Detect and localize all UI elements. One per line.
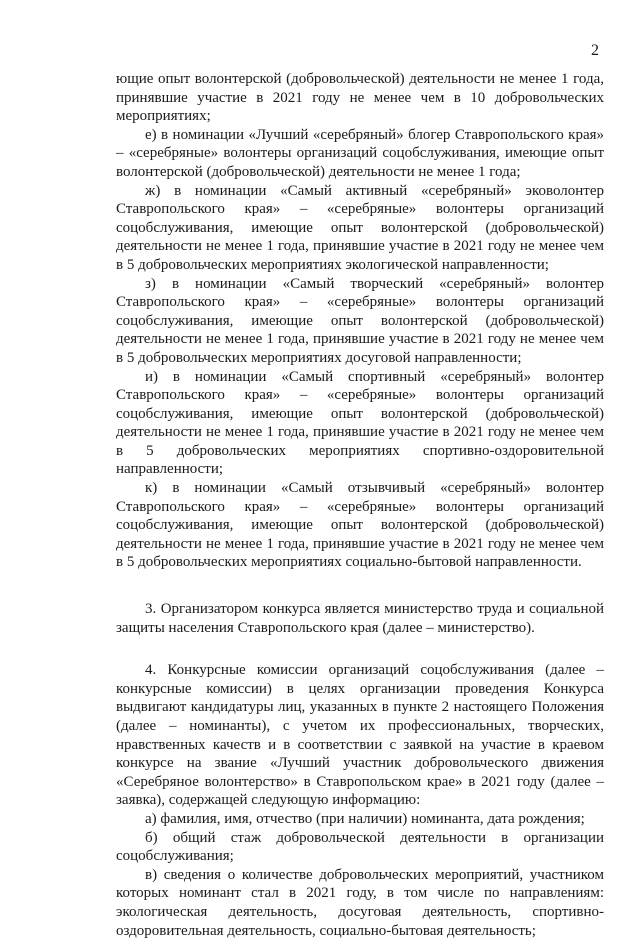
paragraph-item-b: б) общий стаж добровольческой деятельности в организации соцобслуживания; [116, 829, 604, 865]
paragraph-section-3: 3. Организатором конкурса является министерство труда и социальной защиты населения Ставропольского края (далее – министерство). [116, 601, 604, 636]
paragraph-item-z: з) в номинации «Самый творческий «серебряный» волонтер Ставропольского края» – «серебряные» волонтеры организаций соцобслуживания, имеющие опыт волонтерской (добровольческой) деятельности не менее 1 года, принявшие участие в 2021 году не менее чем в 5 добровольческих мероприятиях досуговой направленности; [116, 275, 604, 366]
paragraph-item-e: е) в номинации «Лучший «серебряный» блогер Ставропольского края» – «серебряные» волонтеры организаций соцобслуживания, имеющие опыт волонтерской (добровольческой) деятельности не менее 1 года; [116, 126, 604, 180]
paragraph-item-v: в) сведения о количестве добровольческих мероприятий, участником которых номинант стал в 2021 году, в том числе по направлениям: экологическая деятельность, досуговая деятельность, спортивно-оздоровительная деятельность, социально-бытовая деятельность; [116, 866, 604, 939]
paragraph-item-i: и) в номинации «Самый спортивный «серебряный» волонтер Ставропольского края» – «серебряные» волонтеры организаций соцобслуживания, имеющие опыт волонтерской (добровольческой) деятельности не менее 1 года, принявшие участие в 2021 году не менее чем в 5 добровольческих мероприятиях спортивно-оздоровительной направленности; [116, 368, 604, 478]
paragraph-item-zh: ж) в номинации «Самый активный «серебряный» эковолонтер Ставропольского края» – «серебряные» волонтеры организаций соцобслуживания, имеющие опыт волонтерской (добровольческой) деятельности не менее 1 года, принявшие участие в 2021 году не менее чем в 5 добровольческих мероприятиях экологической направленности; [116, 182, 604, 273]
paragraph-item-a: а) фамилия, имя, отчество (при наличии) номинанта, дата рождения; [145, 810, 585, 827]
paragraph-section-4: 4. Конкурсные комиссии организаций соцобслуживания (далее – конкурсные комиссии) в целях организации проведения Конкурса выдвигают кандидатуры лиц, указанных в пункте 2 настоящего Положения (далее – номинанты), с учетом их профессиональных, творческих, нравственных качеств и в соответствии с заявкой на участие в краевом конкурсе на звание «Лучший участник добровольческого движения «Серебряное волонтерство» в Ставропольском крае» в 2021 году (далее – заявка), содержащей следующую информацию: [116, 662, 604, 809]
paragraph-item-k: к) в номинации «Самый отзывчивый «серебряный» волонтер Ставропольского края» – «серебряные» волонтеры организаций соцобслуживания, имеющие опыт волонтерской (добровольческой) деятельности не менее 1 года, принявшие участие в 2021 году не менее чем в 5 добровольческих мероприятиях социально-бытовой направленности. [116, 480, 604, 571]
paragraph-continuation: ющие опыт волонтерской (добровольческой) деятельности не менее 1 года, принявшие участие в 2021 году не менее чем в 10 добровольческих мероприятиях; [116, 71, 604, 125]
page-number: 2 [591, 42, 599, 59]
document-body [116, 70, 604, 940]
